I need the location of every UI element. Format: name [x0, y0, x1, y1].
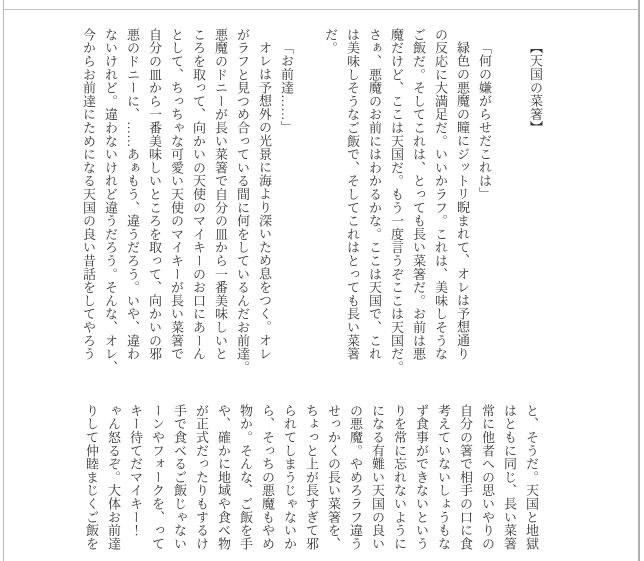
- text-column: は美味しそうなご飯で、そしてこれはとっても長い菜箸: [345, 28, 360, 361]
- text-column: や、確かに地域や食べ物: [216, 404, 231, 551]
- page-border-left: [3, 0, 4, 561]
- text-column: 「お前達……」: [279, 41, 294, 135]
- text-column: キー待てだマイキー！: [128, 404, 143, 537]
- text-column: 魔だけど、ここは天国だ。もう一度言うぞここは天国だ。: [389, 28, 404, 374]
- text-column: ちょっと上が長すぎて邪: [304, 404, 319, 551]
- text-column: ころを取って、向かいの天使のマイキーのお口にあーん: [191, 28, 206, 361]
- text-column: 自分の箸で相手の口に食: [458, 404, 473, 551]
- text-column: られてしまうじゃないか: [282, 404, 297, 551]
- text-column: りを常に忘れないように: [392, 404, 407, 551]
- text-column: 「何の嫌がらせだこれは」: [477, 41, 492, 201]
- lower-text-block: [80, 404, 542, 561]
- text-column: ず食事ができないという: [414, 404, 429, 551]
- text-column: ご飯だ。そしてこれは、とっても長い菜箸だ。お前は悪: [411, 28, 426, 361]
- text-column: になる有難い天国の良い: [370, 404, 385, 551]
- text-column: 自分の皿から一番美味しいところを取って、向かいの邪: [147, 28, 162, 361]
- text-column: 悪のドニーに、……あぁもう、違うだろう。いや、違わ: [125, 28, 140, 361]
- text-column: 常に他者への思いやりの: [480, 404, 495, 551]
- text-column: 緑色の悪魔の瞳にジットリ睨まれて、オレは予想通り: [455, 41, 470, 361]
- upper-text-block: [77, 28, 546, 376]
- text-column: 考えていないしょうもな: [436, 404, 451, 551]
- text-column: ゃん怒るぞ。大体お前達: [106, 404, 121, 551]
- page-top-rule: [3, 9, 639, 10]
- text-column: ら、そっちの悪魔もやめ: [260, 404, 275, 551]
- text-column: ーンやフォークを、って: [150, 404, 165, 551]
- blank-line-column: [495, 28, 517, 376]
- text-column: だ。: [323, 28, 338, 55]
- text-column: が正式だったりもするけ: [194, 404, 209, 551]
- text-column: さぁ、悪魔のお前にはわかるかな。ここは天国で、これ: [367, 28, 382, 361]
- blank-line-column: [297, 28, 319, 376]
- text-column: 悪魔のドニーが長い菜箸で自分の皿から一番美味しいと: [213, 28, 228, 361]
- story-title: 【天国の菜箸】: [528, 41, 543, 135]
- text-column: と、そうだ。天国と地獄: [524, 404, 539, 551]
- text-column: せっかくの長い菜箸を、: [326, 404, 341, 551]
- text-column: オレは予想外の光景に海より深いため息をつく。オレ: [257, 41, 272, 361]
- text-column: 物か。そんな、ご飯を手: [238, 404, 253, 551]
- text-column: がラフと見つめ合っている間に何をしているんだお前達。: [235, 28, 250, 374]
- page-border-right: [638, 0, 640, 561]
- text-column: 手で食べるご飯じゃない: [172, 404, 187, 551]
- text-column: 今からお前達にためになる天国の良い昔話をしてやろう: [81, 28, 96, 361]
- text-column: はともに同じ、長い菜箸: [502, 404, 517, 551]
- text-column: の悪魔。やめろラフ違う: [348, 404, 363, 551]
- text-column: ないけれど。違わないけれど違うだろう。そんな、オレ、: [103, 28, 118, 374]
- text-column: りして仲睦まじくご飯を: [84, 404, 99, 551]
- text-column: の反応に大満足だ。いいかラフ。これは、美味しそうな: [433, 28, 448, 361]
- text-column: として、ちっちゃな可愛い天使のマイキーが長い菜箸で: [169, 28, 184, 361]
